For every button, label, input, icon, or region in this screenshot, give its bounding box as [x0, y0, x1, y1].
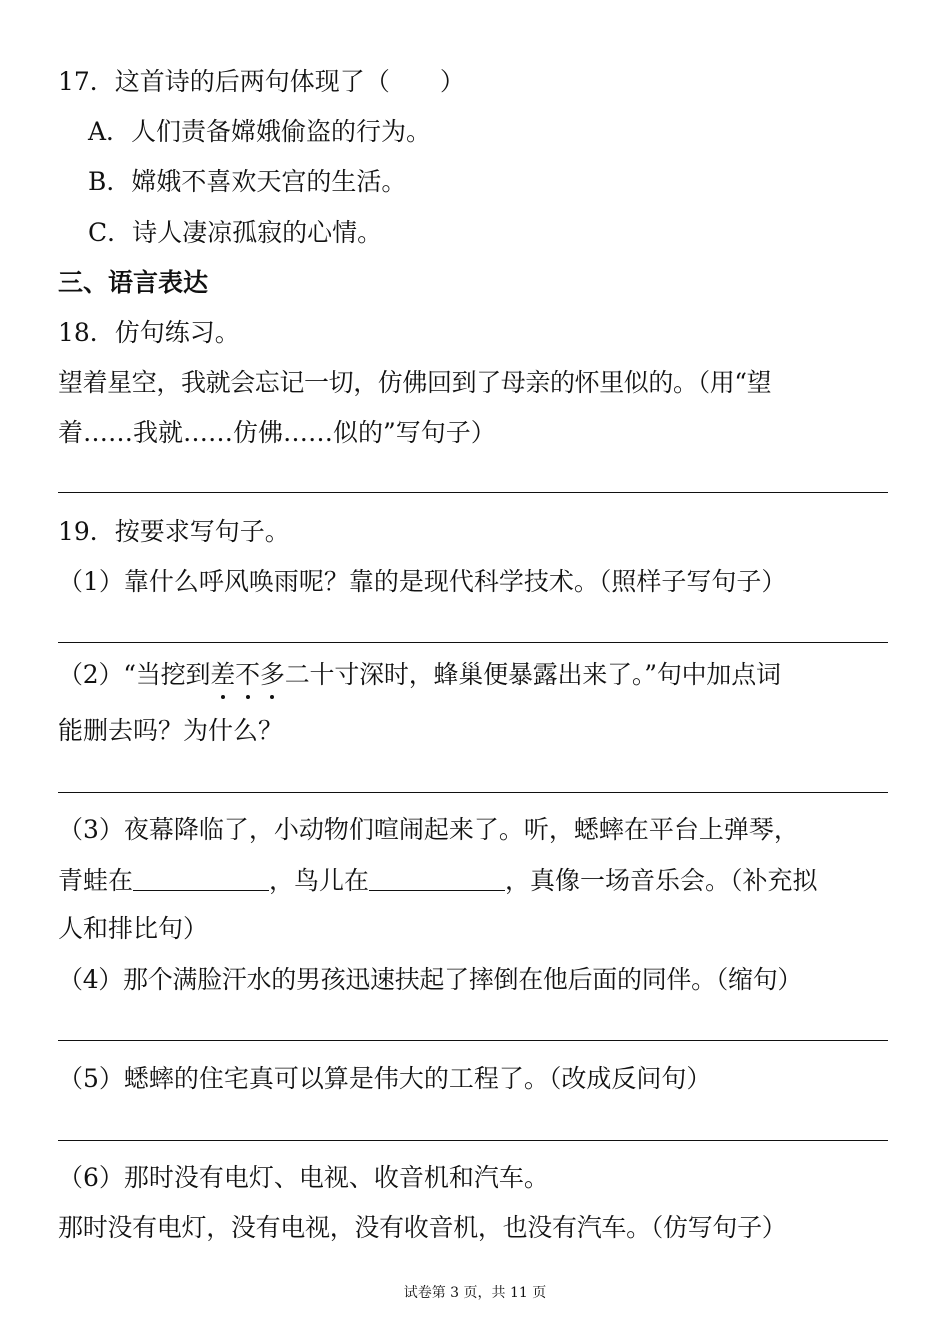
answer-line-19-5 [58, 1140, 888, 1141]
question-19-part-3-text-c: ，真像一场音乐会。（补充拟 [505, 866, 818, 895]
question-18-prompt-line-2: 着……我就……仿佛……似的”写句子） [58, 418, 496, 447]
question-19-part-6-line-2: 那时没有电灯，没有电视，没有收音机，也没有汽车。（仿写句子） [58, 1213, 787, 1242]
dotted-character: 多 [259, 660, 285, 689]
question-17-stem: 17．这首诗的后两句体现了（ ） [58, 67, 465, 96]
question-19-part-2-text-a: （2）“当挖到 [58, 660, 211, 689]
question-19-stem: 19．按要求写句子。 [58, 517, 290, 546]
answer-line-19-4 [58, 1040, 888, 1041]
question-19-part-3-text-b: ，鸟儿在 [269, 866, 370, 895]
question-19-part-1: （1）靠什么呼风唤雨呢？靠的是现代科学技术。（照样子写句子） [58, 567, 787, 596]
question-19-part-3-text-a: 青蛙在 [58, 866, 134, 895]
answer-line-19-1 [58, 642, 888, 643]
dotted-character: 不 [235, 660, 260, 689]
question-19-part-3-line-2 [58, 866, 818, 896]
question-18-prompt-line-1: 望着星空，我就会忘记一切，仿佛回到了母亲的怀里似的。（用“望 [58, 368, 772, 397]
answer-line-19-2 [58, 792, 888, 793]
fill-blank-bird[interactable] [369, 866, 505, 891]
question-19-part-4: （4）那个满脸汗水的男孩迅速扶起了摔倒在他后面的同伴。（缩句） [58, 965, 803, 994]
question-19-part-3-line-1: （3）夜幕降临了，小动物们喧闹起来了。听，蟋蟀在平台上弹琴， [58, 815, 799, 844]
question-17-option-c: C．诗人凄凉孤寂的心情。 [88, 218, 383, 247]
question-17-option-a: A．人们责备嫦娥偷盗的行为。 [88, 117, 432, 146]
question-19-part-3-line-3: 人和排比句） [58, 914, 209, 943]
question-17-option-b: B．嫦娥不喜欢天宫的生活。 [88, 167, 407, 196]
section-3-title: 三、语言表达 [58, 268, 209, 297]
question-19-part-5: （5）蟋蟀的住宅真可以算是伟大的工程了。（改成反问句） [58, 1064, 712, 1093]
question-19-part-2-line-2: 能删去吗？为什么？ [58, 716, 284, 745]
question-19-part-2-text-b: 二十寸深时，蜂巢便暴露出来了。”句中加点词 [284, 660, 781, 689]
fill-blank-frog[interactable] [133, 866, 269, 891]
question-18-stem: 18．仿句练习。 [58, 318, 240, 347]
page-footer: 试卷第 3 页，共 11 页 [403, 1285, 547, 1301]
question-19-part-6-line-1: （6）那时没有电灯、电视、收音机和汽车。 [58, 1163, 549, 1192]
answer-line-18 [58, 492, 888, 493]
dotted-character: 差 [210, 660, 236, 689]
question-19-part-2-line-1 [58, 660, 781, 690]
